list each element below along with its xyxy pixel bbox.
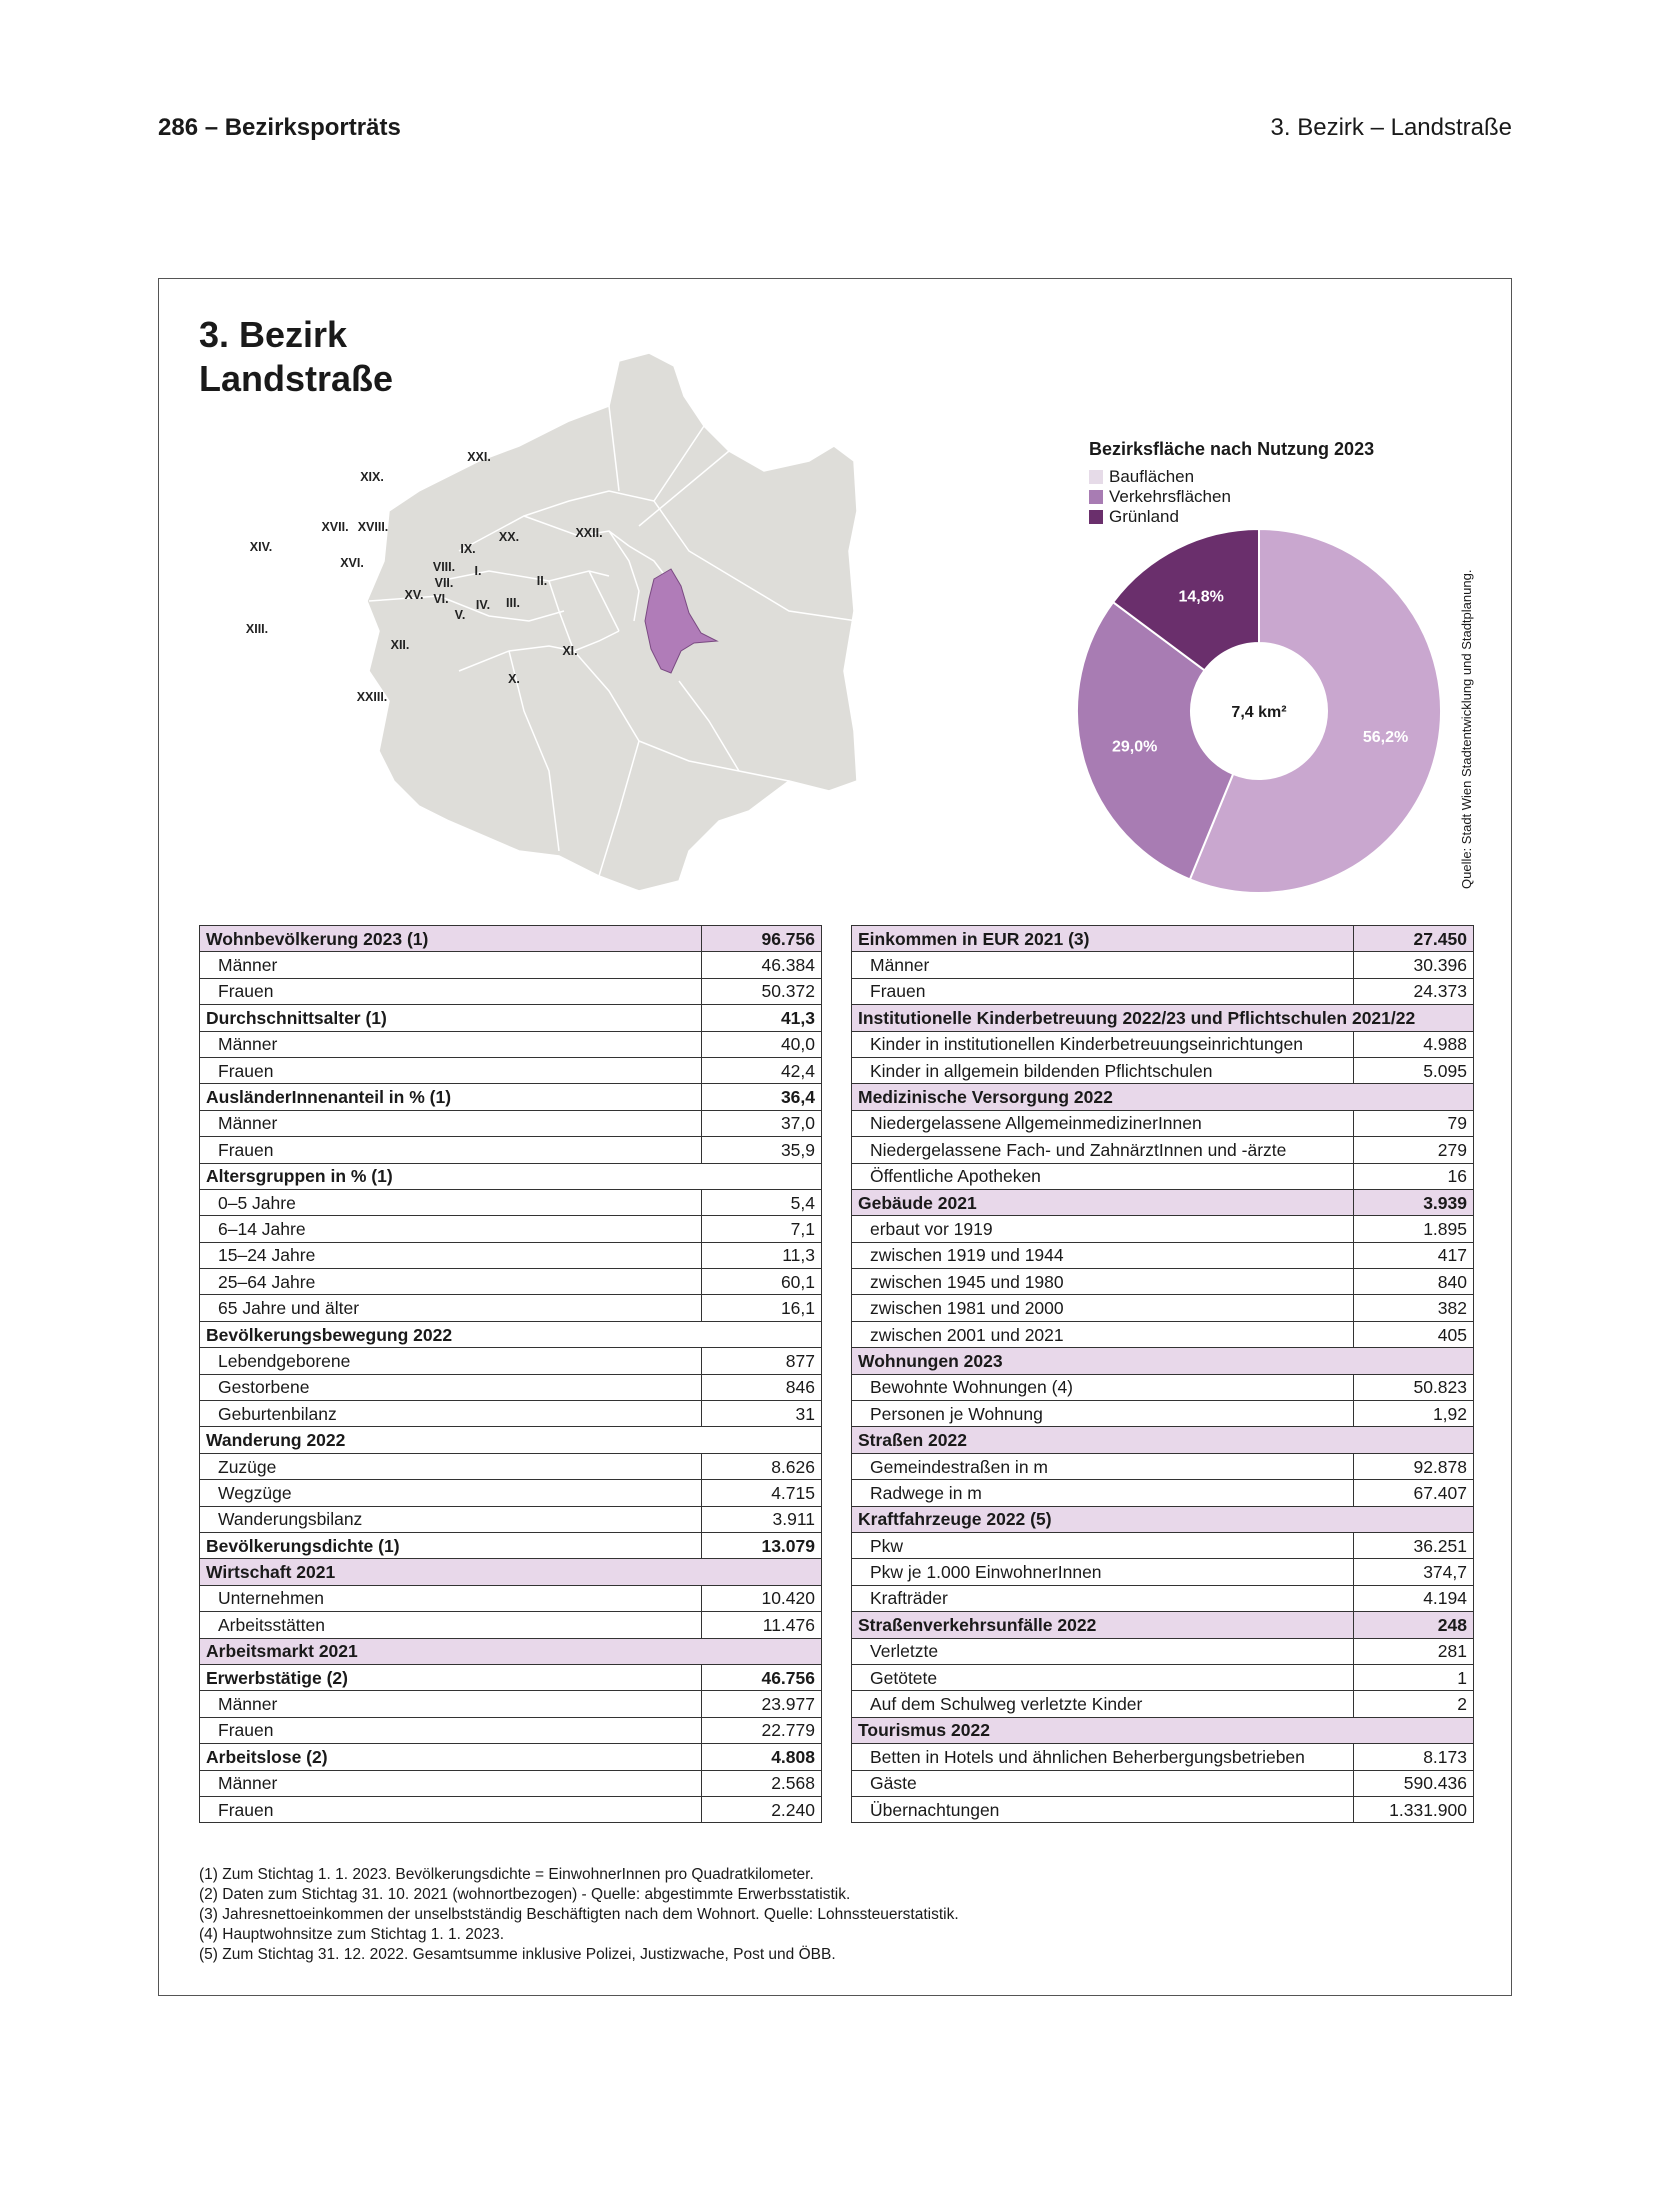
right-row-label: Übernachtungen (852, 1796, 1354, 1822)
left-row-value: 36,4 (702, 1084, 822, 1110)
left-row (200, 1269, 822, 1295)
left-row (200, 1321, 822, 1347)
left-row-label: Frauen (200, 978, 702, 1004)
left-row-label: Männer (200, 1031, 702, 1057)
legend-swatch-verkehrsflaechen (1089, 490, 1103, 504)
right-row (852, 1770, 1474, 1796)
right-row (852, 1664, 1474, 1690)
left-row-value: 50.372 (702, 978, 822, 1004)
right-row (852, 1057, 1474, 1083)
right-row-value: 1,92 (1354, 1401, 1474, 1427)
left-row-label: Bevölkerungsdichte (1) (200, 1532, 702, 1558)
left-section-label: Altersgruppen in % (1) (200, 1163, 822, 1189)
right-row-label: erbaut vor 1919 (852, 1216, 1354, 1242)
right-row-value: 24.373 (1354, 978, 1474, 1004)
right-row-value: 36.251 (1354, 1532, 1474, 1558)
left-section-label: Bevölkerungsbewegung 2022 (200, 1321, 822, 1347)
left-row-value: 13.079 (702, 1532, 822, 1558)
left-row (200, 1532, 822, 1558)
district-title-name: Landstraße (199, 358, 394, 399)
left-row (200, 926, 822, 952)
left-row (200, 1137, 822, 1163)
map-label: X. (508, 672, 520, 686)
left-row-label: 6–14 Jahre (200, 1216, 702, 1242)
right-row-label: Niedergelassene AllgemeinmedizinerInnen (852, 1110, 1354, 1136)
left-row-label: AusländerInnenanteil in % (1) (200, 1084, 702, 1110)
right-row (852, 978, 1474, 1004)
right-row (852, 1427, 1474, 1453)
map-label: XIII. (245, 622, 269, 636)
right-row-value: 1.895 (1354, 1216, 1474, 1242)
left-row-value: 96.756 (702, 926, 822, 952)
right-row (852, 1031, 1474, 1057)
left-row (200, 978, 822, 1004)
right-row-value: 67.407 (1354, 1480, 1474, 1506)
map-label: XIX. (360, 470, 384, 484)
left-row-label: Frauen (200, 1796, 702, 1822)
map-label: XVI. (340, 556, 364, 570)
right-row-value: 840 (1354, 1269, 1474, 1295)
right-row-value: 2 (1354, 1691, 1474, 1717)
right-row (852, 1163, 1474, 1189)
footnote-3: (3) Jahresnettoeinkommen der unselbstständig Beschäftigten nach dem Wohnort. Quelle: Lohnssteuerstatistik. (199, 1906, 959, 1923)
right-row-label: Einkommen in EUR 2021 (3) (852, 926, 1354, 952)
left-row-label: Unternehmen (200, 1585, 702, 1611)
right-row-label: Auf dem Schulweg verletzte Kinder (852, 1691, 1354, 1717)
left-row-label: Männer (200, 952, 702, 978)
right-row (852, 1242, 1474, 1268)
map-label: IV. (475, 598, 491, 612)
left-section-label: Wirtschaft 2021 (200, 1559, 822, 1585)
left-row-value: 4.808 (702, 1744, 822, 1770)
left-row-value: 31 (702, 1401, 822, 1427)
left-row-label: Durchschnittsalter (1) (200, 1005, 702, 1031)
right-section-label: Medizinische Versorgung 2022 (852, 1084, 1474, 1110)
right-row-value: 590.436 (1354, 1770, 1474, 1796)
footnote-1: (1) Zum Stichtag 1. 1. 2023. Bevölkerungsdichte = EinwohnerInnen pro Quadratkilometer. (199, 1866, 814, 1883)
left-row-value: 16,1 (702, 1295, 822, 1321)
right-row-label: Kinder in institutionellen Kinderbetreuungseinrichtungen (852, 1031, 1354, 1057)
right-row-label: Männer (852, 952, 1354, 978)
right-row-label: Niedergelassene Fach- und ZahnärztInnen und -ärzte (852, 1137, 1354, 1163)
left-row (200, 1744, 822, 1770)
left-row (200, 1770, 822, 1796)
left-row (200, 1691, 822, 1717)
map-label: II. (536, 574, 548, 588)
map-label: XV. (404, 588, 424, 602)
map-label: XVII. (321, 520, 349, 534)
left-row (200, 1031, 822, 1057)
left-row-value: 40,0 (702, 1031, 822, 1057)
right-row (852, 1137, 1474, 1163)
left-row-value: 3.911 (702, 1506, 822, 1532)
left-row (200, 1189, 822, 1215)
left-row-label: Wanderungsbilanz (200, 1506, 702, 1532)
left-row-label: Geburtenbilanz (200, 1401, 702, 1427)
left-row (200, 1084, 822, 1110)
right-row (852, 1084, 1474, 1110)
donut-value-label-bauflaechen: 56,2% (1362, 728, 1409, 746)
left-row-value: 11.476 (702, 1612, 822, 1638)
right-row-value: 4.194 (1354, 1585, 1474, 1611)
district-frame (158, 278, 1512, 1996)
stats-table-right (851, 925, 1474, 1823)
district-title-number: 3. Bezirk (199, 314, 348, 355)
map-label: V. (454, 608, 466, 622)
left-row (200, 1612, 822, 1638)
left-row (200, 1057, 822, 1083)
left-row-value: 4.715 (702, 1480, 822, 1506)
right-row (852, 1374, 1474, 1400)
map-label: I. (474, 564, 482, 578)
right-row-label: Gebäude 2021 (852, 1189, 1354, 1215)
land-use-chart (1089, 439, 1489, 909)
left-row-label: Erwerbstätige (2) (200, 1664, 702, 1690)
left-row-label: Gestorbene (200, 1374, 702, 1400)
right-row-label: Krafträder (852, 1585, 1354, 1611)
right-row-label: Verletzte (852, 1638, 1354, 1664)
right-row-label: Gemeindestraßen in m (852, 1453, 1354, 1479)
donut-value-label-gruenland: 14,8% (1178, 588, 1224, 606)
right-row-value: 8.173 (1354, 1744, 1474, 1770)
donut-value-label-verkehrsflaechen: 29,0% (1111, 738, 1158, 756)
right-row (852, 1453, 1474, 1479)
left-row (200, 1348, 822, 1374)
left-row-value: 46.384 (702, 952, 822, 978)
left-row (200, 1005, 822, 1031)
left-row-value: 35,9 (702, 1137, 822, 1163)
right-row-value: 3.939 (1354, 1189, 1474, 1215)
map-label: VIII. (432, 560, 456, 574)
chart-legend (1089, 467, 1231, 527)
donut-chart (1069, 521, 1449, 901)
right-section-label: Tourismus 2022 (852, 1717, 1474, 1743)
right-row-label: Betten in Hotels und ähnlichen Beherbergungsbetrieben (852, 1744, 1354, 1770)
left-row-label: 25–64 Jahre (200, 1269, 702, 1295)
legend-label-bauflaechen: Bauflächen (1109, 467, 1195, 486)
left-row-value: 22.779 (702, 1717, 822, 1743)
left-row (200, 1480, 822, 1506)
left-row-value: 23.977 (702, 1691, 822, 1717)
left-row-label: Wegzüge (200, 1480, 702, 1506)
right-row-value: 281 (1354, 1638, 1474, 1664)
legend-label-verkehrsflaechen: Verkehrsflächen (1109, 487, 1231, 506)
right-row (852, 1744, 1474, 1770)
right-row-value: 374,7 (1354, 1559, 1474, 1585)
legend-item-bauflaechen (1089, 467, 1231, 487)
right-row-label: Straßenverkehrsunfälle 2022 (852, 1612, 1354, 1638)
right-row (852, 1348, 1474, 1374)
right-row-label: zwischen 1981 und 2000 (852, 1295, 1354, 1321)
left-row (200, 1664, 822, 1690)
right-row (852, 1295, 1474, 1321)
right-row (852, 1796, 1474, 1822)
right-row-label: zwischen 1945 und 1980 (852, 1269, 1354, 1295)
right-row-value: 248 (1354, 1612, 1474, 1638)
right-row-value: 405 (1354, 1321, 1474, 1347)
left-row-value: 60,1 (702, 1269, 822, 1295)
left-section-label: Wanderung 2022 (200, 1427, 822, 1453)
right-row-value: 5.095 (1354, 1057, 1474, 1083)
left-row-value: 41,3 (702, 1005, 822, 1031)
right-row (852, 1638, 1474, 1664)
left-row-value: 877 (702, 1348, 822, 1374)
left-row-value: 846 (702, 1374, 822, 1400)
right-row (852, 1401, 1474, 1427)
right-row-label: zwischen 1919 und 1944 (852, 1242, 1354, 1268)
left-row-value: 5,4 (702, 1189, 822, 1215)
right-row-value: 417 (1354, 1242, 1474, 1268)
footnote-2: (2) Daten zum Stichtag 31. 10. 2021 (wohnortbezogen) - Quelle: abgestimmte Erwerbsstatistik. (199, 1886, 851, 1903)
right-row (852, 1189, 1474, 1215)
right-row (852, 1585, 1474, 1611)
left-row-label: Zuzüge (200, 1453, 702, 1479)
stats-table-left (199, 925, 822, 1823)
right-row-value: 27.450 (1354, 926, 1474, 952)
left-row-label: Arbeitsstätten (200, 1612, 702, 1638)
left-row-value: 37,0 (702, 1110, 822, 1136)
footnote-4: (4) Hauptwohnsitze zum Stichtag 1. 1. 2023. (199, 1926, 504, 1943)
left-row-label: Männer (200, 1691, 702, 1717)
left-row (200, 1110, 822, 1136)
right-row-value: 279 (1354, 1137, 1474, 1163)
right-row (852, 952, 1474, 978)
map-label: XXIII. (356, 690, 388, 704)
left-row (200, 1242, 822, 1268)
right-row (852, 1269, 1474, 1295)
right-section-label: Straßen 2022 (852, 1427, 1474, 1453)
right-row-value: 16 (1354, 1163, 1474, 1189)
left-row (200, 1559, 822, 1585)
right-row-label: Personen je Wohnung (852, 1401, 1354, 1427)
left-row-label: Frauen (200, 1717, 702, 1743)
left-row-label: 0–5 Jahre (200, 1189, 702, 1215)
left-row-label: 65 Jahre und älter (200, 1295, 702, 1321)
right-section-label: Institutionelle Kinderbetreuung 2022/23 und Pflichtschulen 2021/22 (852, 1005, 1474, 1031)
map-label: IX. (460, 542, 476, 556)
left-row-label: Männer (200, 1110, 702, 1136)
left-row-value: 46.756 (702, 1664, 822, 1690)
right-row-label: Getötete (852, 1664, 1354, 1690)
source-note (1459, 519, 1479, 889)
right-row (852, 1506, 1474, 1532)
right-row-value: 79 (1354, 1110, 1474, 1136)
map-label: XX. (498, 530, 520, 544)
right-row (852, 1110, 1474, 1136)
left-row (200, 1585, 822, 1611)
legend-swatch-bauflaechen (1089, 470, 1103, 484)
left-row-label: Wohnbevölkerung 2023 (1) (200, 926, 702, 952)
left-row-label: Männer (200, 1770, 702, 1796)
right-row (852, 1717, 1474, 1743)
left-row-value: 2.568 (702, 1770, 822, 1796)
left-row-label: Frauen (200, 1057, 702, 1083)
left-row (200, 1401, 822, 1427)
map-label: XII. (390, 638, 410, 652)
page-header-left: 286 – Bezirksporträts (158, 114, 401, 141)
right-row-label: Frauen (852, 978, 1354, 1004)
right-row-label: Radwege in m (852, 1480, 1354, 1506)
left-row (200, 1216, 822, 1242)
map-label: VII. (434, 576, 454, 590)
left-row (200, 1163, 822, 1189)
map-label: XXII. (575, 526, 603, 540)
right-row-value: 382 (1354, 1295, 1474, 1321)
right-row-label: Gäste (852, 1770, 1354, 1796)
right-row (852, 1480, 1474, 1506)
left-row (200, 952, 822, 978)
left-row (200, 1453, 822, 1479)
right-row-value: 1.331.900 (1354, 1796, 1474, 1822)
left-row-value: 7,1 (702, 1216, 822, 1242)
left-row (200, 1295, 822, 1321)
right-row (852, 1321, 1474, 1347)
legend-label-gruenland: Grünland (1109, 507, 1179, 526)
left-row (200, 1796, 822, 1822)
map-label: VI. (433, 592, 449, 606)
right-row (852, 926, 1474, 952)
left-row (200, 1638, 822, 1664)
footnotes (199, 1865, 959, 1965)
right-row (852, 1216, 1474, 1242)
right-row-value: 4.988 (1354, 1031, 1474, 1057)
right-row-label: Bewohnte Wohnungen (4) (852, 1374, 1354, 1400)
right-row-label: Kinder in allgemein bildenden Pflichtschulen (852, 1057, 1354, 1083)
left-row (200, 1506, 822, 1532)
map-label: XIV. (249, 540, 273, 554)
legend-item-verkehrsflaechen (1089, 487, 1231, 507)
page-header-right: 3. Bezirk – Landstraße (1270, 114, 1512, 141)
left-row-value: 2.240 (702, 1796, 822, 1822)
left-row-value: 8.626 (702, 1453, 822, 1479)
right-section-label: Kraftfahrzeuge 2022 (5) (852, 1506, 1474, 1532)
right-row-value: 30.396 (1354, 952, 1474, 978)
right-row-label: Pkw (852, 1532, 1354, 1558)
donut-center-label: 7,4 km² (1231, 704, 1287, 721)
map-label: XXI. (467, 450, 491, 464)
source-note-text: Quelle: Stadt Wien Stadtentwicklung und Stadtplanung. (1459, 569, 1474, 889)
right-row-value: 50.823 (1354, 1374, 1474, 1400)
right-row (852, 1559, 1474, 1585)
left-row (200, 1717, 822, 1743)
right-row-value: 92.878 (1354, 1453, 1474, 1479)
left-row-value: 42,4 (702, 1057, 822, 1083)
right-row-value: 1 (1354, 1664, 1474, 1690)
right-row-label: zwischen 2001 und 2021 (852, 1321, 1354, 1347)
right-section-label: Wohnungen 2023 (852, 1348, 1474, 1374)
left-row-label: Arbeitslose (2) (200, 1744, 702, 1770)
left-section-label: Arbeitsmarkt 2021 (200, 1638, 822, 1664)
left-row-label: Frauen (200, 1137, 702, 1163)
right-row (852, 1612, 1474, 1638)
right-row (852, 1691, 1474, 1717)
footnote-5: (5) Zum Stichtag 31. 12. 2022. Gesamtsumme inklusive Polizei, Justizwache, Post und ÖBB. (199, 1946, 836, 1963)
right-row (852, 1005, 1474, 1031)
right-row (852, 1532, 1474, 1558)
right-row-label: Öffentliche Apotheken (852, 1163, 1354, 1189)
left-row (200, 1374, 822, 1400)
map-label: III. (506, 596, 520, 610)
left-row-value: 11,3 (702, 1242, 822, 1268)
map-label: XVIII. (357, 520, 389, 534)
chart-title: Bezirksfläche nach Nutzung 2023 (1089, 439, 1375, 459)
left-row-value: 10.420 (702, 1585, 822, 1611)
right-row-label: Pkw je 1.000 EinwohnerInnen (852, 1559, 1354, 1585)
left-row (200, 1427, 822, 1453)
left-row-label: 15–24 Jahre (200, 1242, 702, 1268)
map-label: XI. (562, 644, 578, 658)
left-row-label: Lebendgeborene (200, 1348, 702, 1374)
